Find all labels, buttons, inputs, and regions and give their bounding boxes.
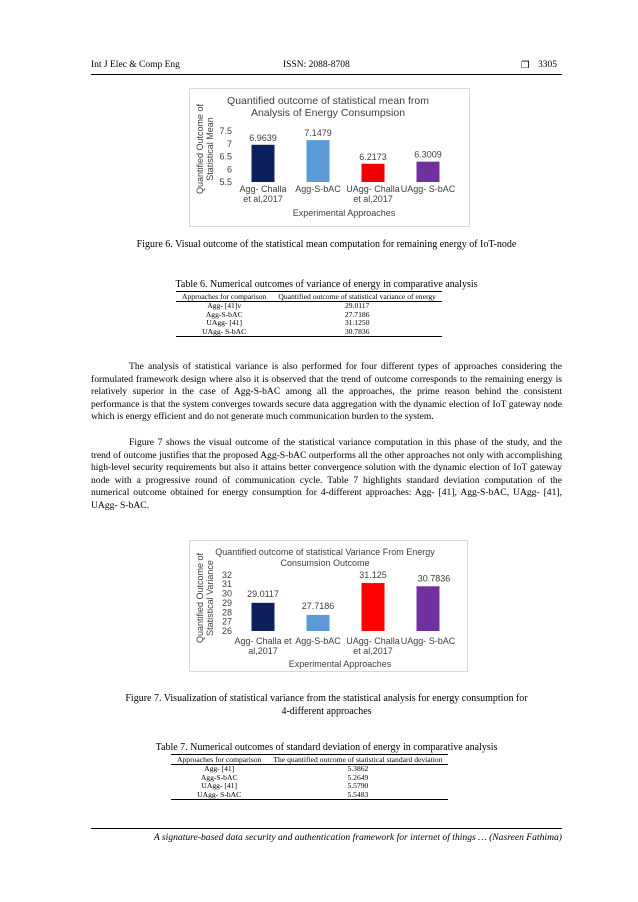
data-label: 6.2173 [359,151,387,162]
y-tick-label: 28 [221,607,232,618]
footer-citation: A signature-based data security and authentication framework for internet of things … (Nasreen Fathima) [153,832,562,843]
x-category-label: et al,2017 [353,646,393,656]
figure6-chart [189,88,470,227]
chart-title-line: Consumsion Outcome [280,558,370,568]
data-label: 31.125 [359,570,387,581]
bar [417,162,440,182]
chart-title-line: Analysis of Energy Consumpsion [250,107,406,119]
page-number: 3305 [538,60,557,70]
figure7-caption-line1: Figure 7. Visualization of statistical variance from the statistical analysis for energy consumption for [125,693,528,704]
table6 [176,291,442,337]
table7 [171,754,448,800]
issn: ISSN: 2088-8708 [283,60,350,70]
table7-cell: 5.2649 [347,772,369,782]
table7-cell: UAgg- [41] [201,781,237,791]
y-tick-label: 31 [221,579,232,590]
data-label: 29.0117 [247,588,279,599]
x-category-label: et al,2017 [353,194,393,204]
table7-cell: 5.5483 [267,791,448,800]
table6-cell: Agg-S-bAC [205,309,243,319]
y-tick-label: 5.5 [219,177,232,187]
y-axis-label-line: Statistical Variance [205,560,215,636]
table7-cell: 5.5790 [347,781,369,791]
bar [362,583,385,631]
x-category-label: et al,2017 [243,194,283,204]
table6-caption: Table 6. Numerical outcomes of variance of energy in comparative analysis [175,279,478,290]
y-tick-label: 6 [226,164,232,175]
x-category-label: Agg-S-bAC [295,184,341,194]
table6-cell: 30.7836 [272,328,442,337]
data-label: 6.3009 [414,149,442,160]
box-icon: ❐ [521,61,530,71]
x-axis-title: Experimental Approaches [288,659,392,669]
x-category-label: Agg- Challa [239,184,287,194]
table7-cell: Agg-S-bAC [200,772,238,782]
x-category-label: UAgg- S-bAC [400,184,456,194]
y-tick-label: 32 [221,569,232,580]
table-row [176,328,442,337]
bar [252,603,275,631]
footer-rule [91,828,562,829]
x-category-label: UAgg- Challa [346,184,400,194]
y-axis-label-line: Quantified Outcome of [195,103,205,195]
figure7-chart-svg [190,541,467,671]
journal-name: Int J Elec & Comp Eng [91,60,180,70]
y-axis-label-line: Statistical Mean [205,117,215,181]
data-label: 27.7186 [301,600,335,611]
figure6-chart-svg [190,89,469,226]
paragraph-figure7-discussion: Figure 7 shows the visual outcome of the statistical variance computation in this phase of the study, and the trend of outcome justifies that the proposed Agg-S-bAC outperforms all the other approaches not only with accomplishing high-level security requirements but also it attains better convergence solution with the dynamic election of IoT gateway node with a progressive round of communication cycle. Table 7 highlights standard deviation computation of the numerical outcome obtained for energy consumption for 4-different approaches: Agg- [41], Agg-S-bAC, UAgg- [41], UAgg- S-bAC. [91,437,562,511]
y-tick-label: 7.5 [219,126,232,137]
table7-cell: Agg- [41] [204,764,235,773]
figure7-caption-line2: 4-different approaches [281,706,372,717]
table-row [171,791,448,800]
table7-header-approach: Approaches for comparison [171,755,267,765]
y-axis-label-line: Quantified Outcome of [195,552,205,644]
x-category-label: Agg- Challa et [234,636,292,646]
bar [417,586,440,631]
chart-title-line: Quantified outcome of statistical Variance From Energy [215,547,435,557]
paragraph-variance-analysis: The analysis of statistical variance is also performed for four different types of approaches considering the formulated framework design where also it is observed that the trend of outcome corresponds to the remaining energy is relatively superior in the case of Agg-S-bAC among all the approaches, the prime reason behind the consistent performance is that the system converges towards secure data aggregation with the dynamic election of IoT gateway node which is energy efficient and do not generate much communication burden to the system. [91,361,562,423]
table7-header-value: The quantified outcome of statistical standard deviation [267,755,448,765]
data-label: 7.1479 [304,128,332,139]
y-tick-label: 29 [221,597,232,608]
y-tick-label: 6.5 [219,151,232,162]
bar [362,164,385,182]
y-tick-label: 7 [226,138,232,149]
x-category-label: UAgg- S-bAC [400,636,456,646]
y-tick-label: 27 [221,616,232,627]
table6-header-value: Quantified outcome of statistical variance of energy [272,292,442,302]
data-label: 30.7836 [417,573,451,584]
table6-header-approach: Approaches for comparison [176,292,272,302]
figure7-chart [189,540,468,672]
x-category-label: UAgg- Challa [346,636,400,646]
x-axis-title: Experimental Approaches [292,208,396,218]
bar [307,615,330,631]
table6-cell: 31.1250 [344,318,370,328]
table7-cell: 5.3862 [347,764,369,773]
x-category-label: Agg-S-bAC [295,636,341,646]
table7-caption: Table 7. Numerical outcomes of standard deviation of energy in comparative analysis [155,742,498,753]
table7-cell: UAgg- S-bAC [171,791,267,800]
chart-title-line: Quantified outcome of statistical mean from [227,95,429,107]
table6-cell: UAgg- S-bAC [176,328,272,337]
y-tick-label: 30 [221,588,232,599]
bar [307,140,330,182]
data-label: 6.9639 [249,132,277,143]
table6-cell: UAgg- [41] [206,318,242,328]
x-category-label: al,2017 [248,646,278,656]
table6-cell: 27.7186 [344,309,370,319]
figure6-caption: Figure 6. Visual outcome of the statistical mean computation for remaining energy of IoT-node [136,239,517,250]
y-tick-label: 26 [221,626,232,636]
table6-cell: Agg- [41]v [207,301,242,310]
header-rule [91,74,562,75]
table6-cell: 29.0117 [344,301,370,310]
bar [252,145,275,182]
